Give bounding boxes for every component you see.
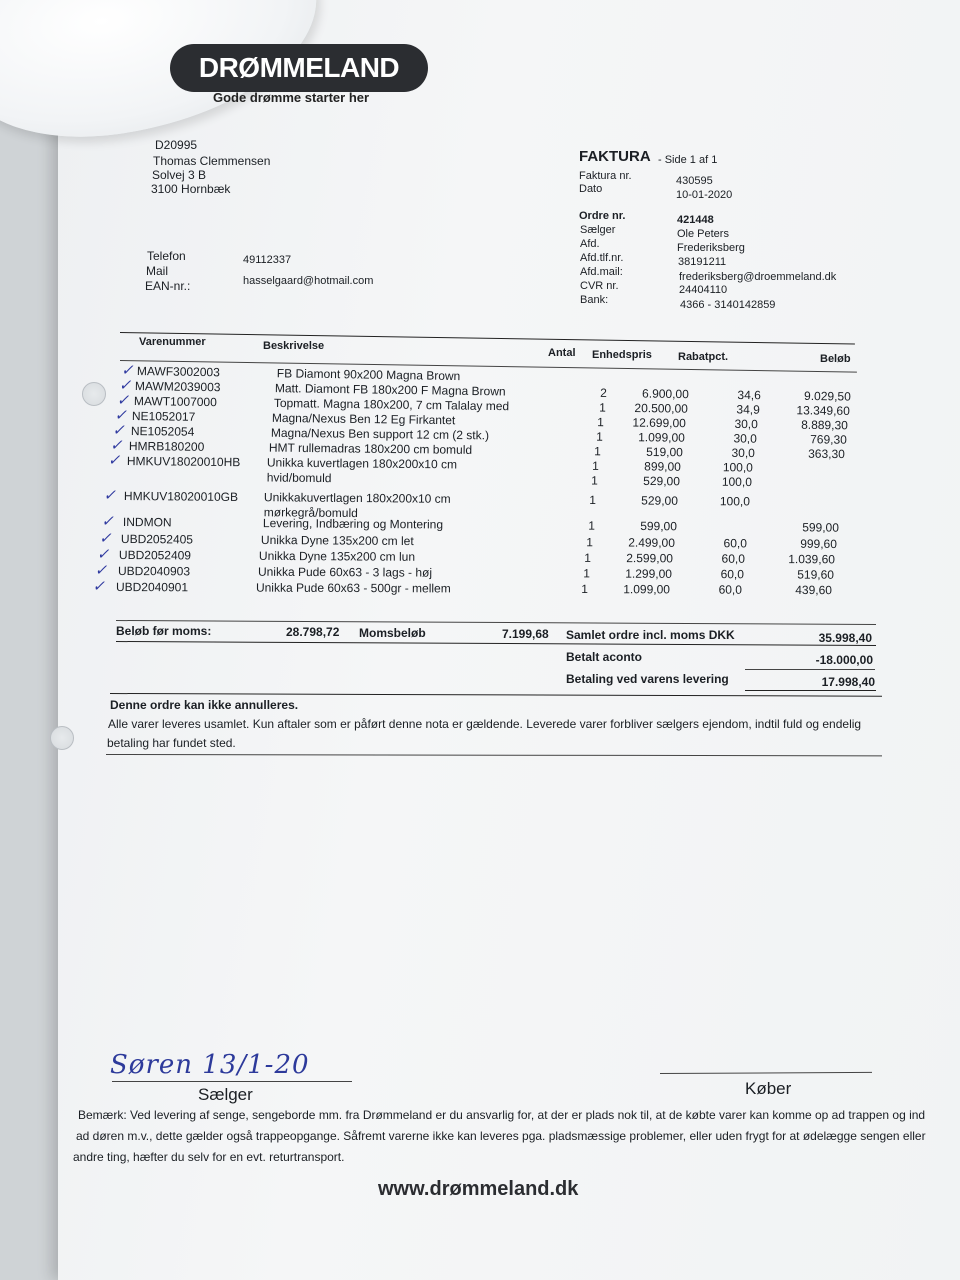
invoice-field-label: Afd.mail:: [580, 266, 623, 278]
customer-street: Solvej 3 B: [152, 168, 207, 182]
cell-beskrivelse: Unikka Dyne 135x200 cm lun: [259, 548, 416, 564]
column-header-antal: Antal: [548, 347, 576, 359]
seller-label: Sælger: [198, 1085, 253, 1104]
cell-beskrivelse: Topmatt. Magna 180x200, 7 cm Talalay med: [273, 395, 510, 414]
vat-value: 7.199,68: [502, 627, 549, 641]
cell-varenummer: MAWT1007000: [133, 394, 217, 410]
seller-signature-line: [112, 1081, 352, 1082]
cell-rabat: 60,0: [721, 551, 746, 566]
cell-antal: [565, 371, 609, 387]
cell-rabat: 34,9: [736, 402, 760, 417]
cell-rabat: 60,0: [720, 567, 744, 582]
footer-note-line: ad døren m.v., dette gælder også trappeopgange. Såfremt varerne ikke kan leveres pga. pladsmæssige problemer, eller uden frygt for at ødelægge sengen eller: [76, 1129, 926, 1143]
handwritten-check-icon: ✓: [99, 530, 112, 547]
cell-varenummer: UBD2040901: [116, 580, 189, 595]
cell-enhedspris: 1.299,00: [624, 566, 672, 581]
invoice-page: - Side 1 af 1: [658, 154, 718, 166]
cell-belob: 999,60: [800, 536, 837, 551]
buyer-label: Køber: [745, 1079, 792, 1098]
cell-rabat: 30,0: [731, 445, 755, 461]
cell-varenummer: HMKUV18020010GB: [124, 489, 239, 504]
cell-rabat: 60,0: [718, 582, 743, 597]
department: Frederiksberg: [677, 242, 745, 254]
punch-hole: [50, 726, 74, 750]
cell-antal: 1: [589, 493, 597, 508]
handwritten-check-icon: ✓: [114, 407, 127, 424]
column-header-rabat: Rabatpct.: [678, 351, 729, 363]
cell-rabat: 30,0: [733, 431, 757, 446]
cvr-number: 24404110: [679, 284, 728, 296]
footer-note-line: Bemærk: Ved levering af senge, sengeborde mm. fra Drømmeland er du ansvarlig for, at der er plads nok til, at de købte varer kan komme op ad trappen og ind: [78, 1108, 926, 1122]
cell-antal: 1: [584, 550, 592, 565]
cell-belob: 363,30: [808, 446, 845, 462]
cell-enhedspris: 2.499,00: [628, 535, 675, 550]
cell-enhedspris: 6.900,00: [642, 386, 690, 402]
table-row: [116, 580, 832, 598]
cell-beskrivelse: Unikka Pude 60x63 - 500gr - mellem: [256, 580, 451, 596]
cell-varenummer: HMKUV18020010HB: [127, 454, 241, 470]
cell-varenummer: MAWF3002003: [136, 364, 220, 380]
aconto-label: Betalt aconto: [566, 650, 643, 664]
cell-antal: 2: [600, 385, 608, 401]
cell-antal: 1: [595, 429, 603, 444]
terms-line: betaling har fundet sted.: [107, 736, 236, 750]
handwritten-check-icon: ✓: [118, 377, 132, 394]
before-vat-value: 28.798,72: [286, 625, 340, 639]
cell-rabat: 30,0: [734, 416, 759, 432]
total-label: Samlet ordre incl. moms DKK: [566, 628, 735, 642]
handwritten-check-icon: ✓: [92, 578, 105, 595]
delivery-payment-value: 17.998,40: [821, 675, 875, 689]
aconto-rule: [745, 669, 875, 670]
terms-heading: Denne ordre kan ikke annulleres.: [110, 698, 299, 712]
cell-varenummer: MAWM2039003: [135, 379, 221, 395]
cell-antal: 1: [581, 582, 589, 597]
cell-antal: 1: [598, 400, 606, 415]
cell-beskrivelse: Magna/Nexus Ben 12 Eg Firkantet: [271, 410, 456, 428]
cell-belob: 8.889,30: [801, 417, 849, 433]
cell-enhedspris: 1.099,00: [623, 582, 671, 597]
invoice-date: 10-01-2020: [676, 189, 733, 201]
cell-antal: 1: [594, 444, 601, 459]
cell-belob: 519,60: [797, 567, 834, 582]
cell-beskrivelse: Matt. Diamont FB 180x200 F Magna Brown: [275, 381, 507, 399]
handwritten-check-icon: ✓: [107, 452, 121, 469]
phone-value: 49112337: [243, 254, 292, 266]
customer-id: D20995: [155, 138, 198, 152]
delivery-payment-label: Betaling ved varens levering: [566, 672, 729, 686]
cell-beskrivelse: Magna/Nexus Ben support 12 cm (2 stk.): [270, 425, 489, 443]
cell-rabat: [676, 519, 748, 535]
invoice-field-label: Ordre nr.: [579, 210, 626, 222]
total-value: 35.998,40: [818, 631, 872, 645]
invoice-field-label: Sælger: [580, 224, 616, 236]
handwritten-check-icon: ✓: [103, 487, 116, 504]
invoice-field-label: Afd.tlf.nr.: [580, 252, 624, 264]
column-header-beskrivelse: Beskrivelse: [263, 340, 325, 352]
cell-belob: 13.349,60: [796, 403, 850, 418]
cell-beskrivelse: Unikka Pude 60x63 - 3 lags - høj: [257, 564, 432, 580]
column-header-enhedspris: Enhedspris: [592, 349, 652, 361]
cell-rabat: 60,0: [723, 536, 747, 551]
cell-antal: 1: [583, 566, 590, 581]
invoice-field-label: Dato: [579, 183, 603, 195]
invoice-title: FAKTURA: [579, 148, 651, 165]
ean-label: EAN-nr.:: [145, 279, 191, 293]
cell-belob: [753, 461, 843, 477]
column-header-belob: Beløb: [820, 353, 851, 365]
footer-note-line: andre ting, hæfter du selv for en evt. returtransport.: [73, 1150, 345, 1164]
cell-belob: 439,60: [795, 582, 833, 598]
before-vat-label: Beløb før moms:: [116, 624, 212, 638]
department-mail: frederiksberg@droemmeland.dk: [679, 271, 837, 283]
terms-line: Alle varer leveres usamlet. Kun aftaler som er påført denne nota er gældende. Leverede varer forbliver sælgers ejendom, indtil fuld og endelig: [108, 717, 862, 731]
handwritten-check-icon: ✓: [94, 562, 108, 579]
invoice-number: 430595: [676, 175, 713, 187]
mail-value: hasselgaard@hotmail.com: [243, 275, 374, 287]
invoice-field-label: Faktura nr.: [579, 170, 632, 182]
brand-logo: DRØMMELAND: [170, 44, 428, 92]
phone-label: Telefon: [147, 249, 186, 263]
handwritten-check-icon: ✓: [116, 392, 130, 409]
seller-name: Ole Peters: [677, 228, 729, 240]
invoice-field-label: Afd.: [580, 238, 600, 250]
department-phone: 38191211: [678, 256, 727, 268]
mail-label: Mail: [146, 264, 169, 278]
customer-name: Thomas Clemmensen: [153, 154, 271, 168]
cell-enhedspris: 529,00: [641, 493, 679, 508]
vat-label: Momsbeløb: [359, 626, 426, 640]
cell-varenummer: UBD2052409: [119, 548, 192, 563]
cell-belob: 1.039,60: [788, 552, 836, 567]
cell-belob: 769,30: [809, 432, 847, 447]
cell-varenummer: UBD2040903: [117, 564, 190, 579]
cell-varenummer: UBD2052405: [120, 532, 194, 547]
cell-enhedspris: 20.500,00: [634, 400, 688, 416]
cell-enhedspris: 599,00: [639, 519, 677, 534]
cell-rabat: 100,0: [721, 474, 752, 490]
seller-signature: Søren 13/1-20: [110, 1050, 310, 1080]
handwritten-check-icon: ✓: [101, 513, 114, 530]
cell-enhedspris: 529,00: [642, 473, 680, 489]
cell-beskrivelse-line2: hvid/bomuld: [267, 470, 332, 486]
cell-varenummer: HMRB180200: [128, 439, 205, 454]
cell-varenummer: [126, 469, 266, 485]
customer-city: 3100 Hornbæk: [151, 182, 231, 196]
column-header-varenummer: Varenummer: [139, 336, 206, 348]
cell-enhedspris: 519,00: [646, 444, 683, 460]
invoice-field-label: Bank:: [580, 294, 609, 306]
punch-hole: [82, 382, 106, 406]
cell-rabat: 100,0: [720, 494, 751, 509]
cell-beskrivelse: Unikka Dyne 135x200 cm let: [260, 532, 414, 549]
brand-tagline: Gode drømme starter her: [213, 90, 370, 105]
handwritten-check-icon: ✓: [110, 437, 123, 454]
handwritten-check-icon: ✓: [121, 362, 134, 379]
website-url: www.drømmeland.dk: [378, 1178, 579, 1200]
cell-beskrivelse: HMT rullemadras 180x200 cm bomuld: [268, 440, 473, 457]
cell-enhedspris: 12.699,00: [632, 415, 687, 431]
cell-enhedspris: 1.099,00: [637, 430, 685, 445]
handwritten-check-icon: ✓: [112, 422, 125, 439]
cell-varenummer: NE1052054: [130, 424, 194, 439]
handwritten-check-icon: ✓: [96, 546, 110, 563]
cell-beskrivelse: Levering, Indbæring og Montering: [262, 516, 443, 532]
cell-antal: 1: [597, 415, 605, 430]
cell-enhedspris: 2.599,00: [626, 551, 674, 566]
cell-varenummer: NE1052017: [132, 409, 196, 424]
bank-account: 4366 - 3140142859: [680, 299, 776, 311]
cell-varenummer: INDMON: [122, 515, 172, 530]
aconto-value: -18.000,00: [815, 653, 873, 667]
invoice-field-label: CVR nr.: [580, 280, 619, 292]
cell-antal: 1: [586, 535, 593, 550]
cell-belob: 9.029,50: [804, 388, 852, 404]
cell-beskrivelse: Unikkakuvertlagen 180x200x10 cm: [264, 490, 451, 506]
cell-belob: [750, 494, 840, 510]
cell-beskrivelse-line2: mørkegrå/bomuld: [263, 505, 359, 521]
delivery-double-rule: [745, 690, 876, 691]
order-number: 421448: [677, 214, 714, 226]
cell-belob: 599,00: [801, 520, 839, 535]
cell-belob: [752, 475, 842, 491]
cell-antal: 1: [590, 473, 598, 488]
cell-enhedspris: 899,00: [644, 459, 682, 474]
cell-antal: 1: [592, 458, 600, 473]
cell-beskrivelse: FB Diamont 90x200 Magna Brown: [276, 366, 461, 384]
cell-rabat: 34,6: [737, 387, 762, 403]
cell-beskrivelse: Unikka kuvertlagen 180x200x10 cm: [267, 455, 458, 472]
cell-rabat: 100,0: [723, 460, 754, 475]
cell-antal: 1: [587, 518, 595, 533]
cell-beskrivelse: [266, 470, 554, 488]
